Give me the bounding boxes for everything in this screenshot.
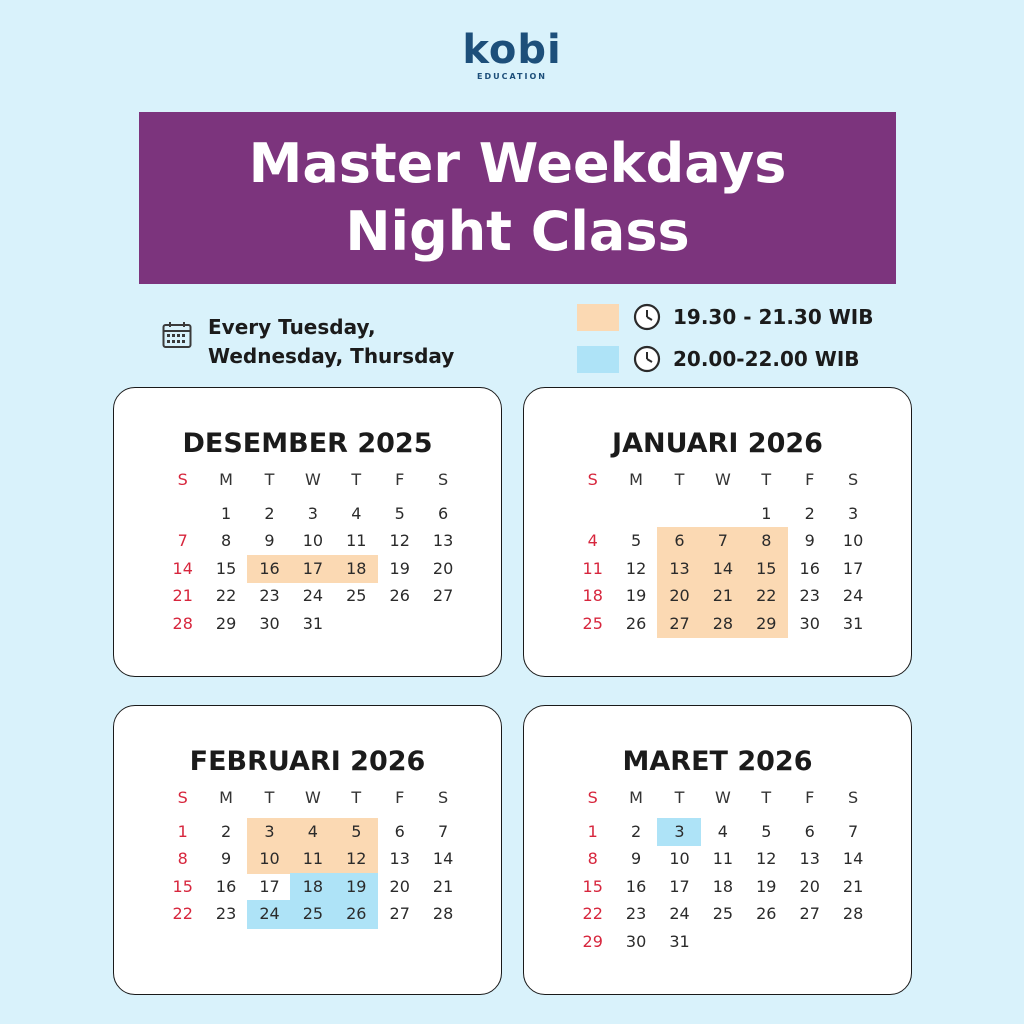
day-cell: 17 (669, 876, 690, 896)
day-cell: 4 (351, 504, 362, 523)
weekday-header: F (395, 788, 405, 807)
day-cell: 28 (712, 613, 734, 633)
day-cell: 19 (389, 558, 410, 578)
weekday-header: T (264, 788, 275, 807)
day-cell: 22 (215, 586, 237, 606)
calendar-icon (162, 321, 192, 349)
title-banner (139, 112, 896, 284)
day-cell: 5 (630, 531, 642, 551)
day-cell: 10 (259, 849, 280, 869)
day-cell: 6 (437, 504, 449, 523)
day-cell: 16 (259, 558, 280, 578)
day-cell: 24 (259, 904, 280, 924)
day-cell: 27 (669, 613, 690, 633)
day-cell: 25 (302, 904, 324, 924)
weekday-header: S (177, 470, 188, 489)
weekday-header: F (805, 470, 815, 489)
day-cell: 28 (842, 904, 864, 924)
calendar-card-desember (113, 387, 502, 677)
day-cell: 27 (389, 904, 410, 924)
calendar-grid (571, 470, 875, 646)
day-cell: 3 (307, 504, 318, 523)
day-cell: 23 (625, 904, 647, 924)
day-cell: 2 (220, 822, 232, 841)
day-cell: 17 (842, 558, 864, 578)
day-cell: 28 (432, 904, 454, 924)
day-cell: 20 (799, 876, 820, 896)
banner-title: Master Weekdays Night Class (248, 132, 787, 263)
day-cell: 21 (172, 586, 193, 606)
legend-label-2: 20.00-22.00 WIB (673, 347, 860, 371)
calendar-card-januari (523, 387, 912, 677)
day-cell: 30 (259, 613, 280, 633)
calendar-card-februari (113, 705, 502, 995)
day-cell: 10 (302, 531, 324, 551)
day-cell: 25 (712, 904, 734, 924)
day-cell: 6 (804, 822, 815, 841)
day-cell: 26 (756, 904, 777, 924)
day-cell: 1 (177, 822, 188, 841)
schedule-info (162, 313, 508, 371)
day-cell: 3 (847, 504, 859, 523)
day-cell: 22 (756, 586, 777, 606)
weekday-header: S (848, 470, 859, 489)
day-cell: 19 (625, 586, 647, 606)
day-cell: 14 (172, 558, 193, 578)
calendar-title: JANUARI 2026 (612, 428, 823, 459)
day-cell: 29 (582, 931, 603, 951)
day-cell: 15 (215, 558, 237, 578)
weekday-header: T (351, 788, 362, 807)
weekday-header: T (674, 788, 685, 807)
day-cell: 20 (389, 876, 410, 896)
day-cell: 14 (842, 849, 864, 869)
day-cell: 25 (346, 586, 367, 606)
weekday-header: M (629, 470, 643, 489)
weekday-header: T (761, 788, 772, 807)
day-cell: 18 (712, 876, 734, 896)
calendar-title: MARET 2026 (622, 746, 813, 777)
weekday-header: T (674, 470, 685, 489)
day-cell: 8 (177, 849, 188, 869)
day-cell: 5 (761, 822, 772, 841)
day-cell: 24 (842, 586, 864, 606)
day-cell: 8 (220, 531, 232, 551)
day-cell: 3 (674, 822, 685, 841)
day-cell: 23 (799, 586, 820, 606)
day-cell: 13 (799, 849, 820, 869)
day-cell: 18 (302, 876, 324, 896)
weekday-header: F (395, 470, 405, 489)
day-cell: 5 (394, 504, 405, 523)
day-cell: 11 (582, 558, 603, 578)
day-cell: 7 (847, 822, 859, 841)
day-cell: 29 (215, 613, 237, 633)
weekday-header: S (587, 470, 598, 489)
calendar-grid (161, 788, 465, 964)
day-cell: 20 (669, 586, 690, 606)
day-cell: 12 (625, 558, 647, 578)
day-cell: 25 (582, 613, 603, 633)
day-cell: 16 (625, 876, 647, 896)
day-cell: 22 (582, 904, 603, 924)
day-cell: 27 (799, 904, 820, 924)
day-cell: 26 (625, 613, 647, 633)
calendar-card-maret (523, 705, 912, 995)
day-cell: 24 (302, 586, 324, 606)
day-cell: 30 (799, 613, 820, 633)
day-cell: 31 (669, 931, 690, 951)
day-cell: 13 (669, 558, 690, 578)
calendar-grid (571, 788, 875, 964)
day-cell: 20 (432, 558, 454, 578)
day-cell: 27 (432, 586, 454, 606)
weekday-header: S (177, 788, 188, 807)
calendar-title: FEBRUARI 2026 (189, 746, 426, 777)
weekday-header: M (219, 788, 233, 807)
day-cell: 2 (630, 822, 642, 841)
weekday-header: W (714, 470, 731, 489)
day-cell: 17 (302, 558, 324, 578)
schedule-text: Every Tuesday, Wednesday, Thursday (208, 315, 455, 368)
day-cell: 2 (264, 504, 275, 523)
day-cell: 11 (712, 849, 734, 869)
weekday-header: M (219, 470, 233, 489)
day-cell: 17 (259, 876, 280, 896)
clock-icon (633, 345, 661, 373)
day-cell: 15 (756, 558, 777, 578)
weekday-header: T (761, 470, 772, 489)
day-cell: 14 (712, 558, 734, 578)
day-cell: 13 (432, 531, 454, 551)
day-cell: 15 (582, 876, 603, 896)
day-cell: 7 (177, 531, 188, 551)
day-cell: 3 (264, 822, 275, 841)
day-cell: 22 (172, 904, 193, 924)
day-cell: 26 (346, 904, 367, 924)
day-cell: 18 (346, 558, 367, 578)
day-cell: 15 (172, 876, 193, 896)
day-cell: 4 (587, 531, 598, 551)
day-cell: 21 (432, 876, 454, 896)
day-cell: 9 (804, 531, 815, 551)
weekday-header: W (304, 470, 321, 489)
day-cell: 19 (756, 876, 777, 896)
legend-swatch-peach (577, 304, 619, 331)
day-cell: 10 (842, 531, 864, 551)
day-cell: 18 (582, 586, 603, 606)
day-cell: 4 (717, 822, 728, 841)
day-cell: 9 (220, 849, 232, 869)
clock-icon (633, 303, 661, 331)
weekday-header: S (438, 788, 449, 807)
day-cell: 1 (220, 504, 232, 523)
day-cell: 16 (799, 558, 820, 578)
logo-wordmark: kobi (462, 27, 562, 73)
day-cell: 7 (437, 822, 449, 841)
legend-item-2 (577, 345, 907, 373)
day-cell: 19 (346, 876, 367, 896)
weekday-header: T (264, 470, 275, 489)
day-cell: 10 (669, 849, 690, 869)
day-cell: 13 (389, 849, 410, 869)
day-cell: 21 (842, 876, 864, 896)
day-cell: 14 (432, 849, 454, 869)
legend-label-1: 19.30 - 21.30 WIB (673, 305, 874, 329)
day-cell: 6 (674, 531, 685, 551)
day-cell: 5 (351, 822, 362, 841)
day-cell: 11 (346, 531, 367, 551)
weekday-header: M (629, 788, 643, 807)
day-cell: 9 (264, 531, 275, 551)
day-cell: 7 (717, 531, 728, 551)
day-cell: 12 (389, 531, 410, 551)
logo (0, 28, 1024, 81)
day-cell: 9 (630, 849, 642, 869)
legend-item-1 (577, 303, 907, 331)
day-cell: 23 (259, 586, 280, 606)
day-cell: 23 (215, 904, 237, 924)
day-cell: 11 (302, 849, 324, 869)
day-cell: 30 (625, 931, 647, 951)
day-cell: 12 (346, 849, 367, 869)
day-cell: 26 (389, 586, 410, 606)
weekday-header: W (714, 788, 731, 807)
weekday-header: S (438, 470, 449, 489)
weekday-header: W (304, 788, 321, 807)
legend-swatch-blue (577, 346, 619, 373)
day-cell: 16 (215, 876, 237, 896)
day-cell: 31 (302, 613, 324, 633)
weekday-header: S (587, 788, 598, 807)
weekday-header: F (805, 788, 815, 807)
day-cell: 29 (756, 613, 777, 633)
day-cell: 6 (394, 822, 405, 841)
day-cell: 12 (756, 849, 777, 869)
day-cell: 8 (761, 531, 772, 551)
day-cell: 21 (712, 586, 734, 606)
weekday-header: S (848, 788, 859, 807)
weekday-header: T (351, 470, 362, 489)
logo-subtitle: EDUCATION (477, 72, 547, 81)
calendar-grid (161, 470, 465, 646)
day-cell: 1 (761, 504, 772, 523)
day-cell: 4 (307, 822, 318, 841)
day-cell: 1 (587, 822, 598, 841)
day-cell: 28 (172, 613, 193, 633)
calendar-title: DESEMBER 2025 (182, 428, 433, 459)
day-cell: 24 (669, 904, 690, 924)
day-cell: 2 (804, 504, 815, 523)
day-cell: 8 (587, 849, 598, 869)
day-cell: 31 (842, 613, 864, 633)
